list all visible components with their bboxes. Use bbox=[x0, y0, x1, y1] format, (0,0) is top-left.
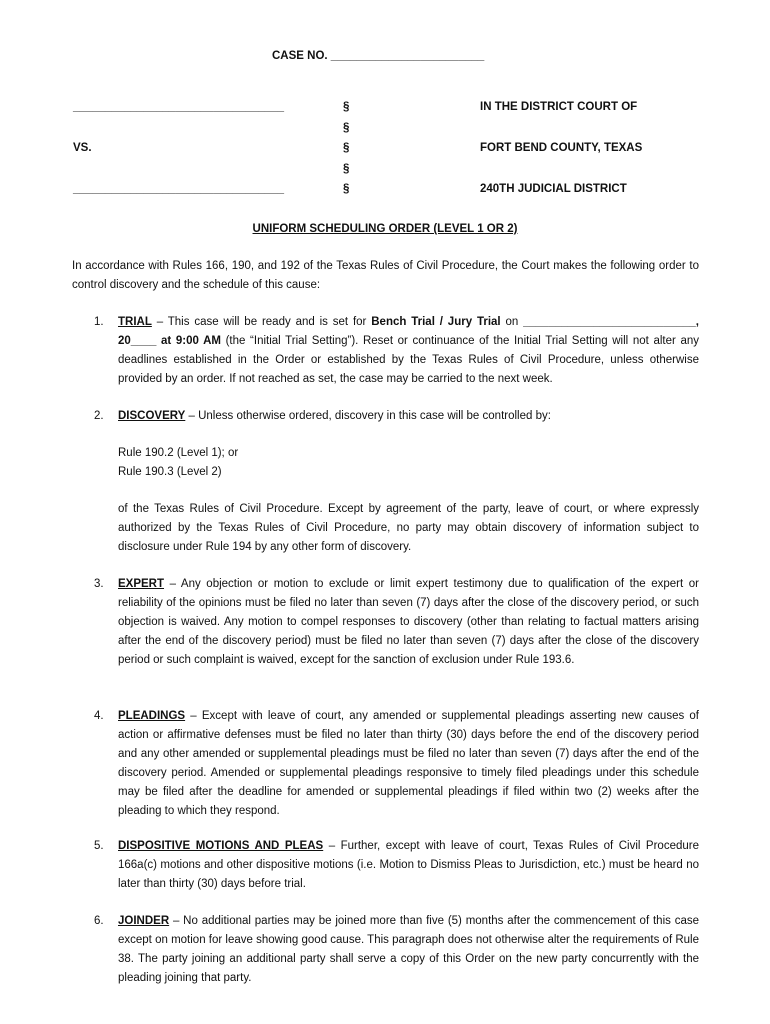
discovery-text bbox=[118, 407, 699, 426]
dispositive-body: – Further, except with leave of court, Texas Rules of Civil Procedure 166a(c) motions and other dispositive motions (i.e. Motion to Dismiss Pleas to Jurisdiction, etc.) must be heard no later than thirty (30) days before trial. bbox=[118, 840, 699, 890]
case-number: CASE NO. ________________________ bbox=[272, 50, 485, 62]
discovery-heading: DISCOVERY bbox=[118, 410, 186, 422]
trial-type: Bench Trial / Jury Trial bbox=[371, 316, 501, 328]
expert-heading: EXPERT bbox=[118, 578, 165, 590]
order-title: UNIFORM SCHEDULING ORDER (LEVEL 1 OR 2) bbox=[252, 223, 518, 235]
court-name: IN THE DISTRICT COURT OF bbox=[480, 101, 638, 113]
trial-heading: TRIAL bbox=[118, 316, 152, 328]
county-name: FORT BEND COUNTY, TEXAS bbox=[480, 142, 643, 154]
trial-intro-text: – This case will be ready and is set for bbox=[151, 316, 372, 328]
section-mark: § bbox=[343, 163, 350, 175]
dispositive-text bbox=[118, 837, 699, 894]
plaintiff-blank: _________________________________ bbox=[73, 101, 285, 113]
item-number: 5. bbox=[94, 840, 104, 852]
versus-label: VS. bbox=[73, 142, 92, 154]
item-number: 6. bbox=[94, 915, 104, 927]
discovery-rule-level-1: Rule 190.2 (Level 1); or bbox=[118, 447, 239, 459]
item-number: 1. bbox=[94, 316, 104, 328]
trial-on: on bbox=[500, 316, 524, 328]
section-mark: § bbox=[343, 142, 350, 154]
trial-text bbox=[118, 313, 699, 389]
defendant-blank: _________________________________ bbox=[73, 183, 285, 195]
pleadings-heading: PLEADINGS bbox=[118, 710, 186, 722]
trial-date-blank: ___________________________, 20____ at 9:00 AM bbox=[118, 316, 699, 347]
discovery-rule-level-2: Rule 190.3 (Level 2) bbox=[118, 466, 222, 478]
pleadings-text bbox=[118, 707, 699, 821]
joinder-body: – No additional parties may be joined more than five (5) months after the commencement of this case except on motion for leave showing good cause. This paragraph does not otherwise alter the requirements of Rule 38. The party joining an additional party shall serve a copy of this Order on the new party concurrently with the pleading joining that party. bbox=[118, 915, 699, 984]
intro-paragraph: In accordance with Rules 166, 190, and 192 of the Texas Rules of Civil Procedure, the Court makes the following order to control discovery and the schedule of this cause: bbox=[72, 260, 699, 291]
item-number: 3. bbox=[94, 578, 104, 590]
item-number: 2. bbox=[94, 410, 104, 422]
pleadings-body: – Except with leave of court, any amended or supplemental pleadings asserting new causes of action or affirmative defenses must be filed no later than thirty (30) days before the end of the discovery period and any other amended or supplemental pleadings must be filed no later than seven (7) days after the end of the discovery period. Amended or supplemental pleadings responsive to timely filed pleadings under this schedule may be filed after the deadline for amended or supplemental pleadings if filed within two (2) weeks after the pleading to which they respond. bbox=[118, 710, 699, 817]
section-mark: § bbox=[343, 183, 350, 195]
joinder-text bbox=[118, 912, 699, 988]
discovery-after-text: of the Texas Rules of Civil Procedure. Except by agreement of the party, leave of court, or where expressly authorized by the Texas Rules of Civil Procedure, no party may obtain discovery of information subject to disclosure under Rule 194 by any other form of discovery. bbox=[118, 503, 699, 553]
expert-body: – Any objection or motion to exclude or limit expert testimony due to qualification of the expert or reliability of the opinions must be filed no later than seven (7) days after the close of the discovery period, or such objection is waived. Any motion to compel responses to discovery (other than relating to factual matters arising after the end of the discovery period) must be filed no later than seven (7) days after the close of the discovery period or such complaint is waived, except for the sanction of exclusion under Rule 193.6. bbox=[118, 578, 699, 666]
joinder-heading: JOINDER bbox=[118, 915, 170, 927]
trial-rest-text: (the “Initial Trial Setting”). Reset or continuance of the Initial Trial Setting will not alter any deadlines established in the Order or established by the Texas Rules of Civil Procedure, unless otherwise provided by an order. If not reached as set, the case may be carried to the next week. bbox=[118, 335, 699, 385]
discovery-intro: – Unless otherwise ordered, discovery in this case will be controlled by: bbox=[185, 410, 551, 422]
dispositive-heading: DISPOSITIVE MOTIONS AND PLEAS bbox=[118, 840, 324, 852]
expert-text bbox=[118, 575, 699, 670]
section-mark: § bbox=[343, 101, 350, 113]
item-number: 4. bbox=[94, 710, 104, 722]
section-mark: § bbox=[343, 122, 350, 134]
judicial-district: 240TH JUDICIAL DISTRICT bbox=[480, 183, 627, 195]
